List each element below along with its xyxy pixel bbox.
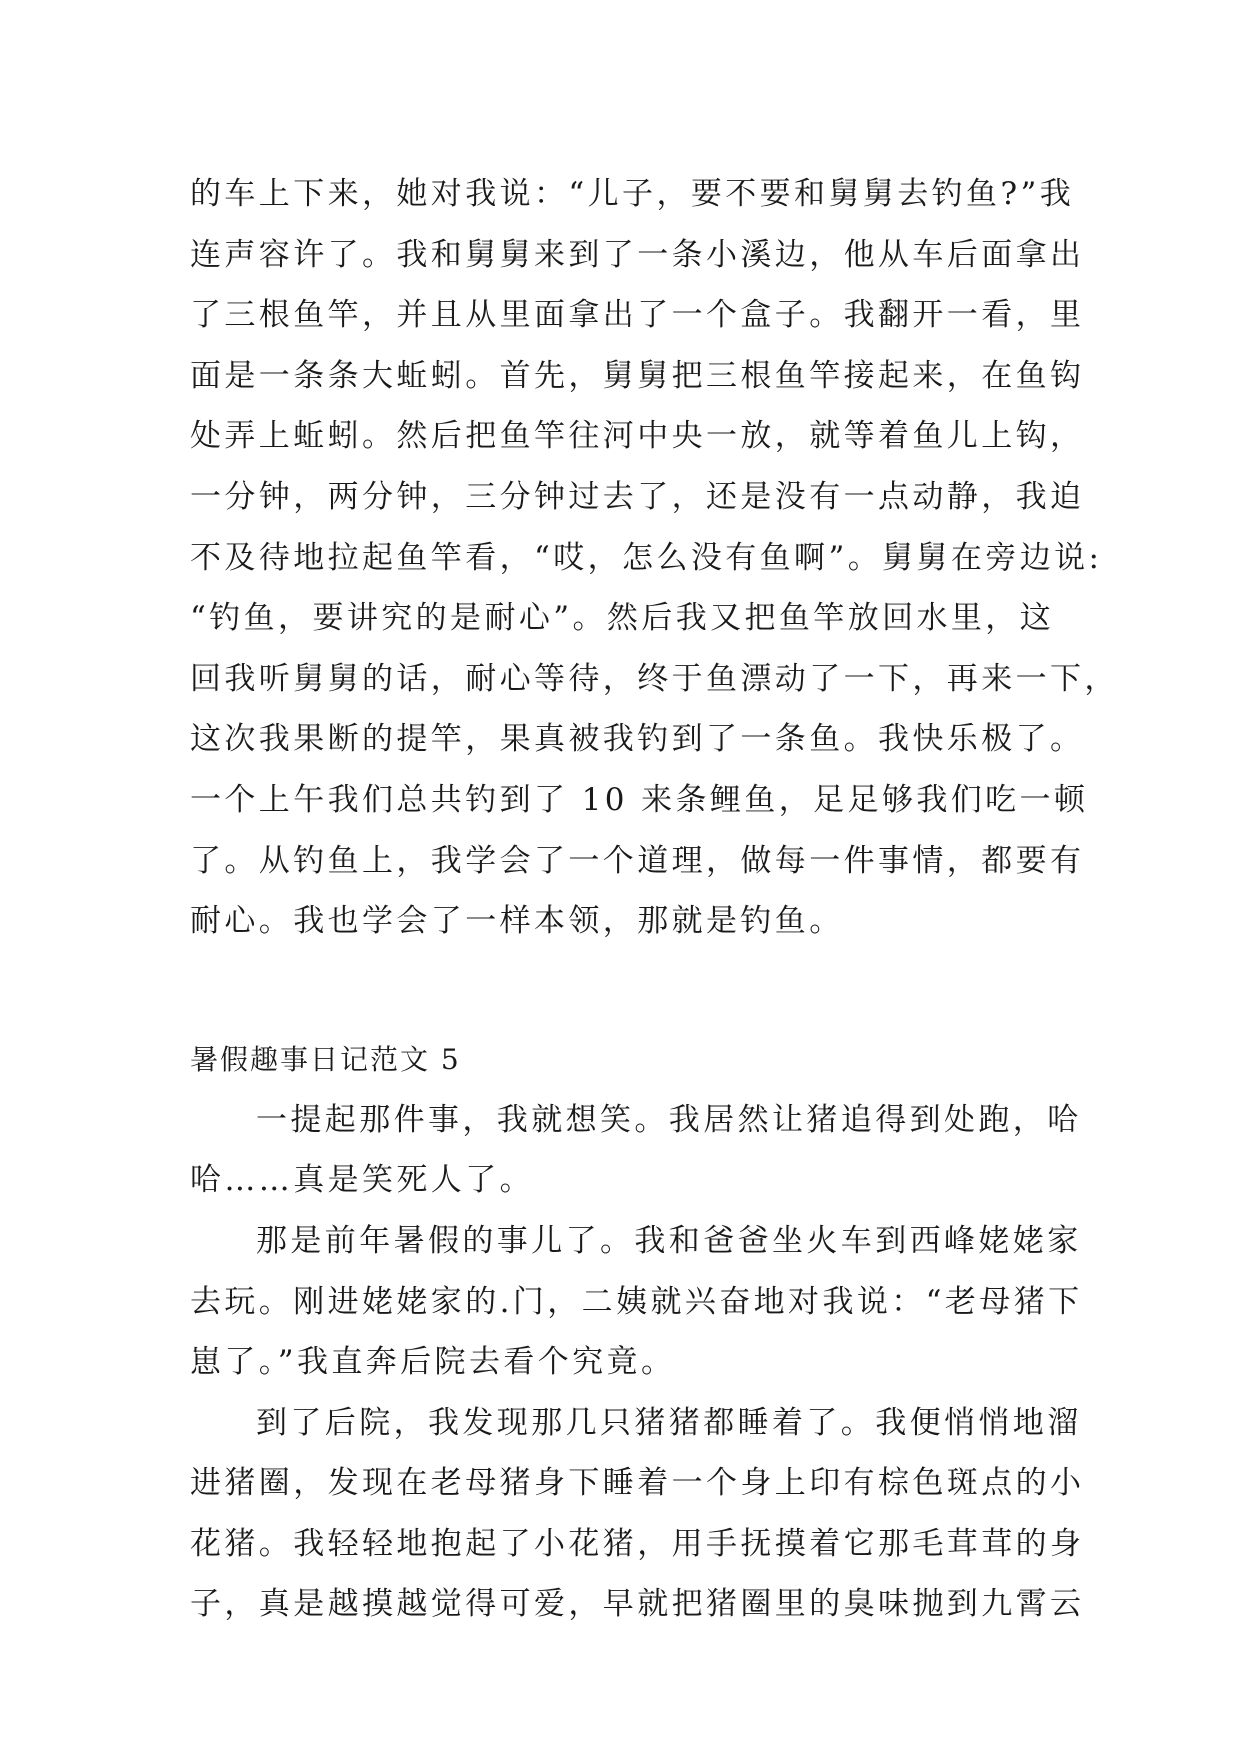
text-line: 花猪。我轻轻地抱起了小花猪，用手抚摸着它那毛茸茸的身 (190, 1525, 1085, 1562)
text-line: 的车上下来，她对我说：“儿子，要不要和舅舅去钓鱼?”我 (190, 176, 1075, 212)
document-body (190, 164, 1119, 1635)
text-line: 不及待地拉起鱼竿看，“哎，怎么没有鱼啊”。舅舅在旁边说: (190, 539, 1103, 576)
text-line: 崽了。”我直奔后院去看个究竟。 (190, 1344, 676, 1381)
paragraph-3 (190, 1393, 1085, 1635)
paragraph-2 (190, 1211, 1083, 1393)
text-line: 一分钟，两分钟，三分钟过去了，还是没有一点动静，我迫 (190, 478, 1085, 515)
section-gap (190, 952, 1060, 1030)
text-line: 那是前年暑假的事儿了。我和爸爸坐火车到西峰姥姥家 (256, 1222, 1082, 1259)
text-line: 了三根鱼竿，并且从里面拿出了一个盒子。我翻开一看，里 (190, 297, 1085, 334)
text-line: 去玩。刚进姥姥家的.门，二姨就兴奋地对我说：“老母猪下 (190, 1283, 1083, 1320)
text-line: 连声容许了。我和舅舅来到了一条小溪边，他从车后面拿出 (190, 236, 1085, 273)
text-line: 哈……真是笑死人了。 (190, 1162, 534, 1199)
text-line: 了。从钓鱼上，我学会了一个道理，做每一件事情，都要有 (190, 842, 1085, 879)
text-line: 这次我果断的提竿，果真被我钓到了一条鱼。我快乐极了。 (190, 721, 1085, 758)
text-line: 耐心。我也学会了一样本领，那就是钓鱼。 (190, 903, 844, 940)
text-line: 处弄上蚯蚓。然后把鱼竿往河中央一放，就等着鱼儿上钩， (190, 418, 1085, 455)
text-line: 子，真是越摸越觉得可爱，早就把猪圈里的臭味抛到九霄云 (190, 1586, 1085, 1623)
paragraph-1 (190, 1090, 1082, 1211)
text-line: 到了后院，我发现那几只猪猪都睡着了。我便悄悄地溜 (256, 1404, 1082, 1441)
text-line: 进猪圈，发现在老母猪身下睡着一个身上印有棕色斑点的小 (190, 1465, 1085, 1502)
text-line: 一个上午我们总共钓到了 10 来条鲤鱼，足足够我们吃一顿 (190, 781, 1089, 818)
text-line: 回我听舅舅的话，耐心等待，终于鱼漂动了一下，再来一下， (190, 660, 1119, 697)
paragraph-continued (190, 164, 1119, 952)
text-line: 面是一条条大蚯蚓。首先，舅舅把三根鱼竿接起来，在鱼钩 (190, 357, 1085, 394)
text-line: 一提起那件事，我就想笑。我居然让猪追得到处跑，哈 (256, 1101, 1082, 1138)
section-title: 暑假趣事日记范文 5 (190, 1042, 461, 1076)
text-line: “钓鱼，要讲究的是耐心”。然后我又把鱼竿放回水里，这 (190, 600, 1055, 637)
